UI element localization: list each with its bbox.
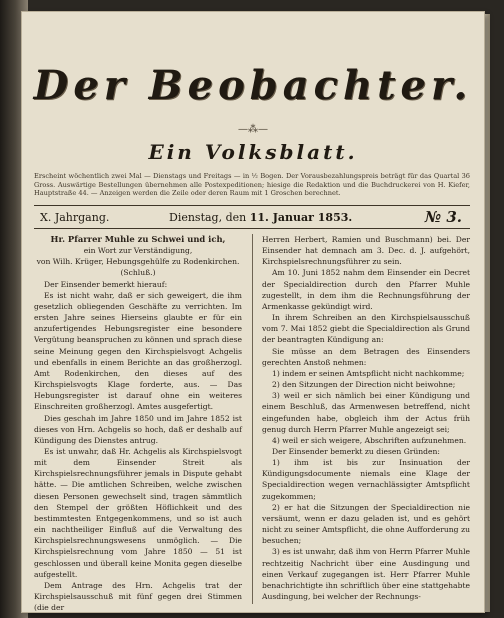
article-paragraph: 4) weil er sich weigere, Abschriften aufzunehmen. xyxy=(272,435,467,445)
article-paragraph: 3) es ist unwahr, daß ihm von Herrn Pfarrer Muhle rechtzeitig Nachricht über eine Ausdingung und einen Verkauf zugegangen ist. Herr Pfarrer Muhle benachrichtigte ihn schriftlich über eine stattgehabte Ausdingung, bei welcher der Rechnungs- xyxy=(262,547,470,601)
volume-label: X. Jahrgang. xyxy=(40,211,110,224)
article-paragraph: Herren Herbert, Ramien und Buschmann) bei. Der Einsender hat demnach am 3. Dec. d. J. aufgehört, Kirchspielsrechnungsführer zu sein. xyxy=(262,235,470,267)
article-paragraph: 1) indem er seinen Amtspflicht nicht nachkomme; xyxy=(272,368,465,378)
issue-date-prefix: Dienstag, den xyxy=(169,211,247,224)
article-paragraph: 1) ihm ist bis zur Insinuation der Kündigungsdocumente niemals eine Klage der Specialdirection wegen vernachlässigter Amtspflicht zugekommen; xyxy=(262,458,470,501)
subscription-notice: Erscheint wöchentlich zwei Mal — Dienstags und Freitags — in ½ Bogen. Der Vorausbezahlungspreis beträgt für das Quartal 36 Gross. Auswärtige Bestellungen übernehmen alle Postexpeditionen; hiesige die Redaktion und die Buchdruckerei von H. Kiefer, Hauptstraße 44. — Anzeigen werden die Zeile oder deren Raum mit 1 Groschen berechnet. xyxy=(34,172,470,197)
article-paragraph: Am 10. Juni 1852 nahm dem Einsender ein Decret der Specialdirection durch den Pfarrer Muhle zugestellt, in dem ihm die Rechnungsführung der Armenkasse gekündigt wird. xyxy=(262,268,470,311)
article-paragraph: von Wilh. Krüger, Hebungsgehülfe zu Rodenkirchen. xyxy=(36,257,240,267)
article-paragraph: Es ist unwahr, daß Hr. Achgelis als Kirchspielsvogt mit dem Einsender Streit als Kirchspielsrechnungsführer jemals in Dispute gehabt hätte. — Die amtlichen Schreiben, welche zwischen diesen Personen gewechselt sind, tragen sämmtlich den Stempel der größten Höflichkeit und des bestimmtesten Entgegenkommens, und so ist auch ein nachtheiliger Einfluß auf die Verwaltung des Kirchspielsrechnungswesens unmöglich. — Die Kirchspielsrechnung vom Jahre 1850 — 51 ist geschlossen und überall keine Monita gegen dieselbe aufgestellt. xyxy=(34,446,242,579)
article-paragraph: Der Einsender bemerkt zu diesen Gründen: xyxy=(272,446,440,456)
masthead-ornament: —⁂— xyxy=(238,124,268,135)
newspaper-page xyxy=(22,12,484,612)
article-paragraph: ein Wort zur Verständigung, xyxy=(83,246,193,256)
column-divider xyxy=(252,234,253,604)
article-paragraph: In ihrem Schreiben an den Kirchspielsausschuß vom 7. Mai 1852 giebt die Specialdirection als Grund der beantragten Kündigung an: xyxy=(262,313,470,345)
article-paragraph: Hr. Pfarrer Muhle zu Schwei und ich, xyxy=(50,234,226,244)
header-rule-bottom xyxy=(34,228,470,229)
issue-number: № 3. xyxy=(424,208,462,226)
header-rule-top xyxy=(34,205,470,206)
article-paragraph: 2) den Sitzungen der Direction nicht beiwohne; xyxy=(272,380,456,390)
page-edge xyxy=(484,14,490,612)
article-column-left xyxy=(34,234,242,613)
article-paragraph: Dies geschah im Jahre 1850 und im Jahre 1852 ist dieses von Hrn. Achgelis so hoch, daß er deshalb auf Kündigung des Dienstes antrug. xyxy=(34,413,242,445)
article-paragraph: Sie müsse an dem Betragen des Einsenders gerechten Anstoß nehmen: xyxy=(262,346,470,367)
article-paragraph: (Schluß.) xyxy=(120,268,156,278)
article-paragraph: Es ist nicht wahr, daß er sich geweigert, die ihm gesetzlich obliegenden Geschäfte zu verrichten. Im ersten Jahre seines Hierseins glaubte er für ein anzufertigendes Hebungsregister eine besondere Vergütung beanspruchen zu können und sprach diese seine Meinung gegen den Kirchspielsvogt Achgelis und ebenfalls in einem Berichte an das großherzogl. Amt Rodenkirchen, den dieses auf des Kirchspielsvogts Klage forderte, aus. — Das Hebungsregister ist darauf ohne ein weiteres Einschreiten großherzogl. Amtes ausgefertigt. xyxy=(34,290,242,412)
article-paragraph: Dem Antrage des Hrn. Achgelis trat der Kirchspielsausschuß mit fünf gegen drei Stimmen (die der xyxy=(34,580,242,613)
masthead-subtitle: Ein Volksblatt. xyxy=(148,140,358,164)
issue-date xyxy=(169,211,352,224)
article-paragraph: Der Einsender bemerkt hierauf: xyxy=(44,279,168,289)
article-paragraph: 2) er hat die Sitzungen der Specialdirection nie versäumt, wenn er dazu geladen ist, und es gehört nicht zu seiner Amtspflicht, die ohne Aufforderung zu besuchen; xyxy=(262,502,470,546)
issue-line xyxy=(34,208,470,228)
article-paragraph: 3) weil er sich nämlich bei einer Kündigung und einem Beschluß, das Armenwesen betreffend, nicht eingefunden habe, obgleich ihm der Actus früh genug durch Herrn Pfarrer Muhle angezeigt sei; xyxy=(262,391,470,434)
masthead-title: Der Beobachter. xyxy=(33,62,473,109)
article-column-right xyxy=(262,234,470,602)
issue-date-value: 11. Januar 1853. xyxy=(249,211,353,224)
